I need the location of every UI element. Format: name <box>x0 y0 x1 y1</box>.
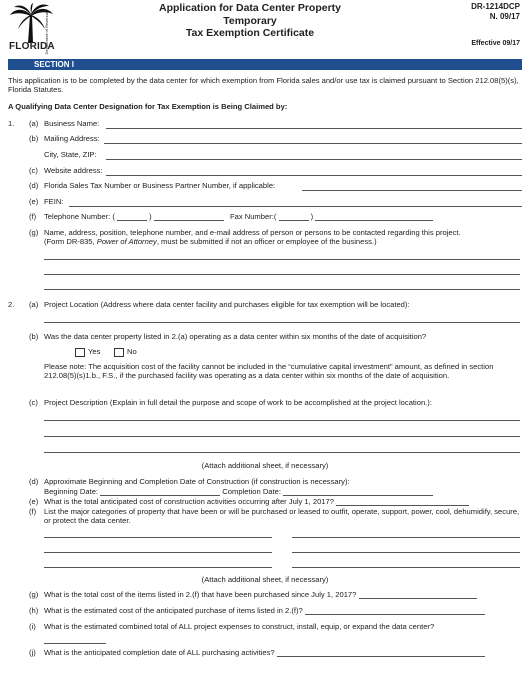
contact-person-label: Name, address, position, telephone number, and e-mail address of person or persons to be contacted regarding this project. <box>44 228 461 237</box>
website-label: Website address: <box>44 166 103 175</box>
contact-note-post: , must be submitted if not an officer or employee of the business.) <box>156 237 377 247</box>
form-title <box>120 2 380 40</box>
attach-note-1: (Attach additional sheet, if necessary) <box>201 461 329 470</box>
q2-number: 2. <box>8 300 15 309</box>
designation-heading: A Qualifying Data Center Designation for Tax Exemption is Being Claimed by: <box>8 102 288 111</box>
title-line-2: Temporary <box>223 14 277 27</box>
logo-department-text: Department of Revenue <box>44 12 49 55</box>
q1f-letter: (f) <box>29 212 37 221</box>
q2i-row <box>8 622 522 633</box>
construction-cost-label: What is the total anticipated cost of construction activities occurring after July 1, 2017? <box>44 497 334 506</box>
categories-left-line-2[interactable] <box>44 552 272 553</box>
section-bar <box>8 59 522 70</box>
construction-dates-label: Approximate Beginning and Completion Date of Construction (if construction is necessary): <box>44 477 350 486</box>
q1b-letter: (b) <box>29 134 39 143</box>
section-label: SECTION I <box>34 60 75 69</box>
telephone-label: Telephone Number: ( <box>44 212 115 221</box>
items-purchased-cost-label: What is the total cost of the items listed in 2.(f) that have been purchased since July 1, 2017? <box>44 590 357 599</box>
power-of-attorney-text: Power of Attorney <box>96 237 157 247</box>
q2j-row <box>8 648 522 659</box>
q2j-letter: (j) <box>29 648 36 657</box>
items-purchased-cost-field[interactable] <box>359 590 477 599</box>
contact-note-pre: (Form DR-835, <box>44 237 97 247</box>
sales-tax-number-label: Florida Sales Tax Number or Business Partner Number, if applicable: <box>44 181 276 190</box>
fax-label: Fax Number:( <box>229 212 277 221</box>
telephone-area-code-field[interactable] <box>117 212 147 221</box>
q2b-letter: (b) <box>29 332 39 341</box>
sales-tax-number-field[interactable] <box>302 190 522 191</box>
no-option[interactable] <box>114 347 137 357</box>
q2a-row <box>8 300 522 311</box>
q1c-letter: (c) <box>29 166 38 175</box>
q2c-letter: (c) <box>29 398 38 407</box>
q1d-letter: (d) <box>29 181 39 190</box>
categories-right-line-1[interactable] <box>292 537 520 538</box>
telephone-number-field[interactable] <box>154 212 224 221</box>
contact-line-1[interactable] <box>44 259 520 260</box>
website-field[interactable] <box>106 175 522 176</box>
completion-date-field[interactable] <box>283 487 433 496</box>
beginning-date-field[interactable] <box>100 487 220 496</box>
q1g-letter: (g) <box>29 228 39 237</box>
form-number: DR-1214DCP <box>471 2 520 11</box>
city-state-zip-field[interactable] <box>106 159 522 160</box>
completion-date-label: Completion Date: <box>222 487 281 496</box>
q1a-letter: (a) <box>29 119 39 128</box>
q1b-row <box>8 134 522 145</box>
fein-label: FEIN: <box>44 197 64 206</box>
mailing-address-label: Mailing Address: <box>44 134 100 143</box>
q1e-row <box>8 197 522 208</box>
categories-right-line-3[interactable] <box>292 567 520 568</box>
form-number-block <box>471 2 520 22</box>
project-description-label: Project Description (Explain in full detail the purpose and scope of work to be accomplished at the project location.): <box>44 398 432 407</box>
q1g-row <box>8 228 522 252</box>
q2h-letter: (h) <box>29 606 39 615</box>
acquisition-note: Please note: The acquisition cost of the facility cannot be included in the “cumulative capital investment” amount, as defined in section 212.08(5)(s)1.b., F.S., if the purchased facility was operating as a data center within six months of the date of acquisition. <box>44 362 494 381</box>
q2f-letter: (f) <box>29 507 37 516</box>
fax-number-field[interactable] <box>315 212 433 221</box>
mailing-address-field[interactable] <box>104 143 522 144</box>
purchasing-completion-field[interactable] <box>277 648 485 657</box>
description-line-1[interactable] <box>44 420 520 421</box>
yes-no-row <box>8 347 522 358</box>
description-line-2[interactable] <box>44 436 520 437</box>
fax-close-paren: ) <box>310 212 314 221</box>
q1f-row <box>8 212 522 223</box>
attach-note-2: (Attach additional sheet, if necessary) <box>201 575 329 584</box>
business-name-field[interactable] <box>106 128 522 129</box>
q2a-letter: (a) <box>29 300 39 309</box>
q2h-row <box>8 606 522 617</box>
fax-area-code-field[interactable] <box>279 212 309 221</box>
total-expenses-field[interactable] <box>44 643 106 644</box>
q1e-letter: (e) <box>29 197 39 206</box>
q1-city-row <box>8 150 522 161</box>
fein-field[interactable] <box>69 206 522 207</box>
q2e-letter: (e) <box>29 497 39 506</box>
intro-text: This application is to be completed by the data center for which exemption from Florida sales and/or use tax is claimed pursuant to Section 212.08(5)(s), Florida Statutes. <box>8 76 519 95</box>
beginning-date-label: Beginning Date: <box>44 487 99 496</box>
categories-right-line-2[interactable] <box>292 552 520 553</box>
categories-left-line-1[interactable] <box>44 537 272 538</box>
property-categories-label: List the major categories of property that have been or will be purchased or leased to outfit, operate, support, power, cool, dehumidify, secure, or protect the data center. <box>44 507 520 526</box>
project-location-label: Project Location (Address where data center facility and purchases eligible for tax exemption will be located): <box>44 300 410 309</box>
yes-checkbox[interactable] <box>75 348 85 357</box>
q1a-row <box>8 119 522 130</box>
operating-question-label: Was the data center property listed in 2.(a) operating as a data center within six months of the date of acquisition? <box>44 332 427 341</box>
q2g-row <box>8 590 522 601</box>
q2g-letter: (g) <box>29 590 39 599</box>
business-name-label: Business Name: <box>44 119 100 128</box>
project-location-field[interactable] <box>44 322 520 323</box>
no-checkbox[interactable] <box>114 348 124 357</box>
q2f-row <box>8 507 522 527</box>
form-revision: N. 09/17 <box>489 12 520 21</box>
anticipated-cost-label: What is the estimated cost of the anticipated purchase of items listed in 2.(f)? <box>44 606 303 615</box>
contact-line-2[interactable] <box>44 274 520 275</box>
city-state-zip-label: City, State, ZIP: <box>44 150 97 159</box>
telephone-close-paren: ) <box>149 212 152 221</box>
title-line-1: Application for Data Center Property <box>158 2 342 14</box>
description-line-3[interactable] <box>44 452 520 453</box>
categories-left-line-3[interactable] <box>44 567 272 568</box>
q1d-row <box>8 181 522 192</box>
q1-number: 1. <box>8 119 15 128</box>
no-label: No <box>127 347 137 356</box>
anticipated-cost-field[interactable] <box>305 606 485 615</box>
q2b-row <box>8 332 522 343</box>
q1c-row <box>8 166 522 177</box>
construction-cost-field[interactable] <box>336 497 469 506</box>
logo-wordmark: FLORIDA <box>9 41 55 52</box>
contact-line-3[interactable] <box>44 289 520 290</box>
yes-option[interactable] <box>75 347 100 357</box>
q2c-row <box>8 398 522 409</box>
effective-date: Effective 09/17 <box>471 40 520 47</box>
yes-label: Yes <box>88 347 101 356</box>
total-expenses-label: What is the estimated combined total of ALL project expenses to construct, install, equip, or expand the data center? <box>44 622 435 631</box>
completion-date-purchasing-label: What is the anticipated completion date of ALL purchasing activities? <box>44 648 275 657</box>
title-line-3: Tax Exemption Certificate <box>185 27 315 40</box>
q2i-letter: (i) <box>29 622 36 631</box>
q2d-letter: (d) <box>29 477 39 486</box>
